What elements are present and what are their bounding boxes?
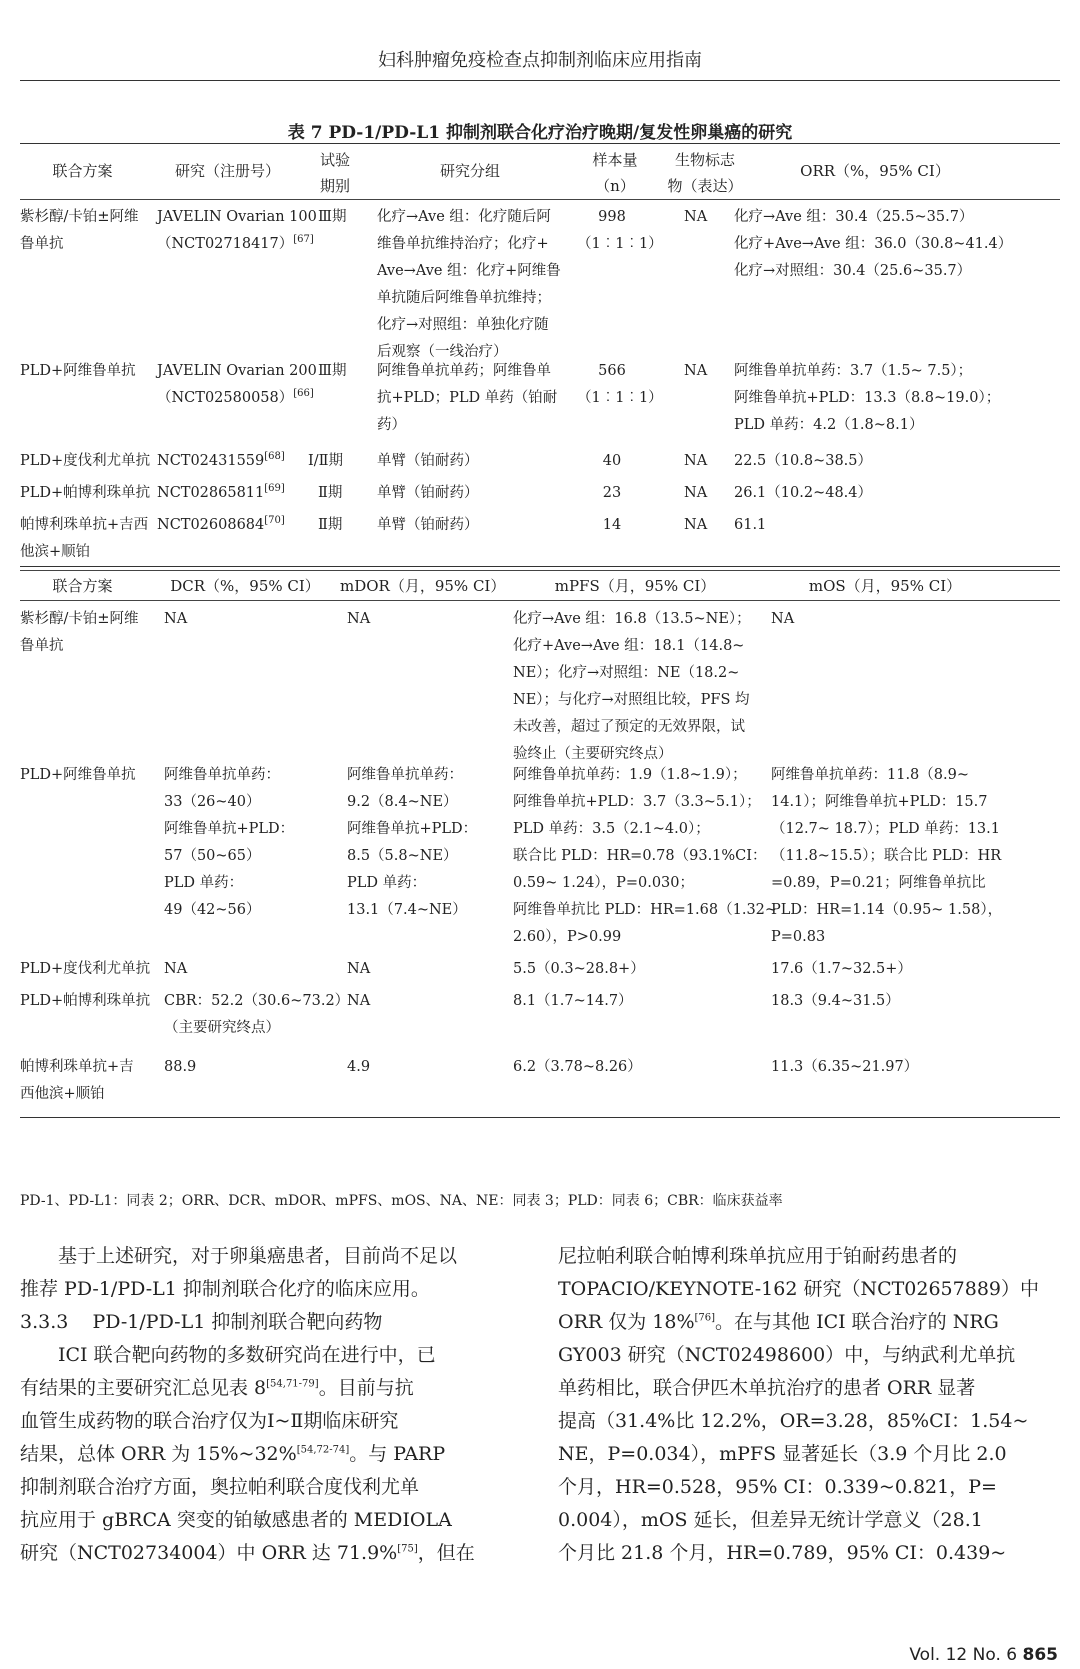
cell-dcr: 阿维鲁单抗单药： 33（26~40） 阿维鲁单抗+PLD： 57（50~65） PLD 单药： 49（42~56）	[164, 767, 295, 918]
text-line: 0.004），mOS 延长，但差异无统计学意义（28.1	[558, 1509, 983, 1531]
cell-n: 566 （1︰1︰1）	[577, 363, 663, 406]
cell-mdor: NA	[347, 993, 371, 1009]
cell-dcr: NA	[164, 611, 188, 627]
study-text: JAVELIN Ovarian 200 （NCT02580058）	[157, 363, 317, 406]
citation: [54,71-79]	[266, 1378, 319, 1390]
text-line: 抑制剂联合治疗方面，奥拉帕利联合度伐利尤单	[20, 1476, 420, 1498]
citation: [76]	[694, 1312, 716, 1324]
cell-combo: PLD+帕博利珠单抗	[20, 485, 151, 501]
cell-mos: 18.3（9.4~31.5）	[771, 993, 900, 1009]
table-top-rule	[20, 143, 1060, 144]
text-run: ，但在	[417, 1542, 475, 1564]
cell-orr: 22.5（10.8~38.5）	[734, 453, 873, 469]
cell-arms: 化疗→Ave 组：化疗随后阿 维鲁单抗维持治疗；化疗+ Ave→Ave 组：化疗+阿维鲁 单抗随后阿维鲁单抗维持； 化疗→对照组：单独化疗随 后观察（一线治疗）	[377, 209, 561, 360]
text-line: NE，P=0.034），mPFS 显著延长（3.9 个月比 2.0	[558, 1443, 1007, 1465]
cell-mos: 阿维鲁单抗单药：11.8（8.9~ 14.1）；阿维鲁单抗+PLD：15.7 （12.7~ 18.7）；PLD 单药：13.1 （11.8~15.5）；联合比 PLD：HR =0.89，P=0.21；阿维鲁单抗比 PLD：HR=1.14（0.95~ 1.58）， P=0.83	[771, 767, 1003, 945]
cell-biomarker: NA	[684, 485, 708, 501]
study-text: NCT02865811	[157, 485, 265, 501]
text-line: ICI 联合靶向药物的多数研究尚在进行中，已	[58, 1344, 436, 1366]
cell-combo: 紫杉醇/卡铂±阿维 鲁单抗	[20, 611, 139, 654]
cell-arms: 阿维鲁单抗单药；阿维鲁单 抗+PLD；PLD 单药（铂耐 药）	[377, 363, 558, 433]
text-line: 抗应用于 gBRCA 突变的铂敏感患者的 MEDIOLA	[20, 1509, 452, 1531]
cell-phase: Ⅱ期	[318, 485, 343, 501]
cell-n: 23	[602, 485, 622, 501]
cell-n: 40	[602, 453, 622, 469]
cell-combo: 帕博利珠单抗+吉西 他滨+顺铂	[20, 517, 149, 560]
text-line: TOPACIO/KEYNOTE-162 研究（NCT02657889）中	[558, 1278, 1040, 1300]
cell-mpfs: 6.2（3.78~8.26）	[513, 1059, 642, 1075]
table-part2-header-rule	[20, 600, 1060, 601]
cell-orr: 阿维鲁单抗单药：3.7（1.5~ 7.5）； 阿维鲁单抗+PLD：13.3（8.8~19.0）； PLD 单药：4.2（1.8~8.1）	[734, 363, 1001, 433]
cell-study	[157, 448, 285, 475]
header2-mpfs: mPFS（月，95% CI）	[554, 577, 716, 595]
page-number: 865	[1022, 1645, 1058, 1665]
text-line	[20, 1372, 500, 1405]
cell-mpfs: 阿维鲁单抗单药：1.9（1.8~1.9）； 阿维鲁单抗+PLD：3.7（3.3~5.1）； PLD 单药：3.5（2.1~4.0）； 联合比 PLD：HR=0.78（93.1%CI： 0.59~ 1.24），P=0.030； 阿维鲁单抗比 PLD：HR=1.68（1.32~ 2.60），P>0.99	[513, 767, 778, 945]
study-text: JAVELIN Ovarian 100 （NCT02718417）	[157, 209, 317, 252]
cell-phase: Ⅱ期	[318, 517, 343, 533]
cell-biomarker: NA	[684, 209, 708, 225]
table-part2-rule-b	[20, 570, 1060, 571]
cell-orr: 61.1	[734, 517, 767, 533]
header-orr: ORR（%，95% CI）	[800, 162, 950, 180]
cell-phase: Ⅰ/Ⅱ期	[308, 453, 343, 469]
cell-mos: NA	[771, 611, 795, 627]
cell-biomarker: NA	[684, 453, 708, 469]
header2-combo: 联合方案	[52, 577, 113, 595]
cell-mdor: 4.9	[347, 1059, 371, 1075]
cell-mdor: NA	[347, 611, 371, 627]
header-phase: 试验 期别	[319, 151, 350, 195]
cell-mpfs: 化疗→Ave 组：16.8（13.5~NE）； 化疗+Ave→Ave 组：18.1（14.8~ NE）；化疗→对照组：NE（18.2~ NE）；与化疗→对照组比较，PFS 均 未改善，超过了预定的无效界限，试 验终止（主要研究终点）	[513, 611, 751, 762]
citation: [54,72-74]	[296, 1444, 350, 1456]
table-header-rule	[20, 199, 1060, 200]
text-line	[20, 1537, 500, 1570]
text-line: 单药相比，联合伊匹木单抗治疗的患者 ORR 显著	[558, 1377, 976, 1399]
cell-orr: 26.1（10.2~48.4）	[734, 485, 873, 501]
section-heading: 3.3.3 PD-1/PD-L1 抑制剂联合靶向药物	[20, 1311, 383, 1333]
header-study: 研究（注册号）	[174, 162, 280, 180]
citation: [75]	[397, 1543, 418, 1555]
cell-n: 14	[602, 517, 622, 533]
header2-dcr: DCR（%，95% CI）	[170, 577, 320, 595]
header-arms: 研究分组	[439, 162, 500, 180]
text-line	[20, 1438, 500, 1471]
cell-study	[157, 358, 317, 412]
table-bottom-rule	[20, 1117, 1060, 1118]
cell-biomarker: NA	[684, 363, 708, 379]
text-line: 尼拉帕利联合帕博利珠单抗应用于铂耐药患者的	[558, 1245, 958, 1267]
cell-mpfs: 5.5（0.3~28.8+）	[513, 961, 645, 977]
text-run: 。与 PARP	[349, 1443, 446, 1465]
cell-arms: 单臂（铂耐药）	[377, 485, 479, 501]
body-left-column	[20, 1240, 500, 1570]
study-text: NCT02431559	[157, 453, 265, 469]
header-rule	[20, 80, 1060, 81]
cell-biomarker: NA	[684, 517, 708, 533]
cell-phase: Ⅲ期	[318, 209, 347, 225]
volume-label: Vol. 12 No. 6	[909, 1645, 1018, 1665]
text-run: 有结果的主要研究汇总见表 8	[20, 1377, 267, 1399]
cell-combo: PLD+阿维鲁单抗	[20, 363, 136, 379]
cell-combo: PLD+帕博利珠单抗	[20, 993, 151, 1009]
cell-dcr: NA	[164, 961, 188, 977]
header-biomarker: 生物标志 物（表达）	[667, 151, 743, 195]
header2-mdor: mDOR（月，95% CI）	[340, 577, 506, 595]
text-line: GY003 研究（NCT02498600）中，与纳武利尤单抗	[558, 1344, 1016, 1366]
cell-study	[157, 480, 285, 507]
cell-dcr: 88.9	[164, 1059, 197, 1075]
study-ref: [68]	[264, 451, 285, 463]
study-text: NCT02608684	[157, 517, 265, 533]
cell-orr: 化疗→Ave 组：30.4（25.5~35.7） 化疗+Ave→Ave 组：36.0（30.8~41.4） 化疗→对照组：30.4（25.6~35.7）	[734, 209, 1013, 279]
cell-mos: 17.6（1.7~32.5+）	[771, 961, 912, 977]
text-line: 个月比 21.8 个月，HR=0.789，95% CI：0.439~	[558, 1542, 1007, 1564]
cell-combo: PLD+度伐利尤单抗	[20, 453, 151, 469]
cell-combo: 帕博利珠单抗+吉 西他滨+顺铂	[20, 1059, 134, 1102]
study-ref: [66]	[293, 388, 314, 400]
cell-study	[157, 204, 317, 258]
cell-phase: Ⅲ期	[318, 363, 347, 379]
body-right-column	[558, 1240, 1058, 1570]
cell-arms: 单臂（铂耐药）	[377, 453, 479, 469]
study-ref: [70]	[264, 515, 285, 527]
study-ref: [67]	[293, 234, 314, 246]
cell-mdor: NA	[347, 961, 371, 977]
cell-mdor: 阿维鲁单抗单药： 9.2（8.4~NE） 阿维鲁单抗+PLD： 8.5（5.8~NE） PLD 单药： 13.1（7.4~NE）	[347, 767, 478, 918]
text-run: 。目前与抗	[318, 1377, 414, 1399]
table-footnote: PD-1、PD-L1：同表 2；ORR、DCR、mDOR、mPFS、mOS、NA、NE：同表 3；PLD：同表 6；CBR：临床获益率	[20, 1193, 783, 1209]
page-footer	[909, 1645, 1058, 1665]
text-line	[558, 1306, 1058, 1339]
running-header: 妇科肿瘤免疫检查点抑制剂临床应用指南	[378, 50, 702, 71]
cell-arms: 单臂（铂耐药）	[377, 517, 479, 533]
text-run: ORR 仅为 18%	[558, 1311, 695, 1333]
header2-mos: mOS（月，95% CI）	[808, 577, 962, 595]
header-combo: 联合方案	[52, 162, 113, 180]
text-line: 血管生成药物的联合治疗仅为Ⅰ~Ⅱ期临床研究	[20, 1410, 399, 1432]
study-ref: [69]	[264, 483, 285, 495]
text-run: 。在与其他 ICI 联合治疗的 NRG	[715, 1311, 999, 1333]
table-part2-rule-a	[20, 566, 1060, 567]
header-n: 样本量 （n）	[592, 151, 638, 195]
cell-mos: 11.3（6.35~21.97）	[771, 1059, 919, 1075]
cell-mpfs: 8.1（1.7~14.7）	[513, 993, 633, 1009]
text-run: 结果，总体 ORR 为 15%~32%	[20, 1443, 297, 1465]
cell-dcr: CBR：52.2（30.6~73.2） （主要研究终点）	[164, 993, 350, 1036]
text-line: 推荐 PD-1/PD-L1 抑制剂联合化疗的临床应用。	[20, 1278, 430, 1300]
cell-study	[157, 512, 285, 539]
text-run: 研究（NCT02734004）中 ORR 达 71.9%	[20, 1542, 398, 1564]
text-line: 提高（31.4%比 12.2%，OR=3.28，85%CI：1.54~	[558, 1410, 1029, 1432]
text-line: 个月，HR=0.528，95% CI：0.339~0.821，P=	[558, 1476, 997, 1498]
table-caption: 表 7 PD-1/PD-L1 抑制剂联合化疗治疗晚期/复发性卵巢癌的研究	[287, 123, 793, 143]
cell-n: 998 （1︰1︰1）	[577, 209, 663, 252]
text-line: 基于上述研究，对于卵巢癌患者，目前尚不足以	[58, 1245, 458, 1267]
cell-combo: PLD+阿维鲁单抗	[20, 767, 136, 783]
cell-combo: PLD+度伐利尤单抗	[20, 961, 151, 977]
cell-combo: 紫杉醇/卡铂±阿维 鲁单抗	[20, 209, 139, 252]
